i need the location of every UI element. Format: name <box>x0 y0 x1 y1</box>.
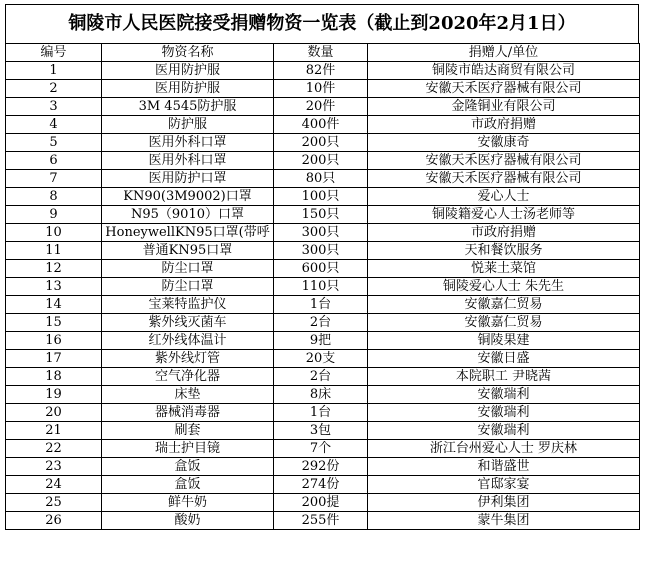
cell-id: 8 <box>6 188 102 206</box>
cell-item: HoneywellKN95口罩(带呼 <box>102 224 274 242</box>
cell-id: 14 <box>6 296 102 314</box>
cell-quantity: 1台 <box>274 404 368 422</box>
cell-id: 4 <box>6 116 102 134</box>
cell-id: 15 <box>6 314 102 332</box>
cell-donor: 本院职工 尹晓茜 <box>368 368 640 386</box>
cell-item: 红外线体温计 <box>102 332 274 350</box>
cell-donor: 铜陵果建 <box>368 332 640 350</box>
cell-donor: 铜陵爱心人士 朱先生 <box>368 278 640 296</box>
cell-donor: 安徽天禾医疗器械有限公司 <box>368 152 640 170</box>
cell-id: 17 <box>6 350 102 368</box>
cell-id: 23 <box>6 458 102 476</box>
cell-item: 普通KN95口罩 <box>102 242 274 260</box>
cell-quantity: 8床 <box>274 386 368 404</box>
header-id: 编号 <box>6 44 102 62</box>
table-row <box>6 80 640 98</box>
page-title: 铜陵市人民医院接受捐赠物资一览表（截止到2020年2月1日） <box>5 4 639 43</box>
table-row <box>6 404 640 422</box>
cell-item: 鲜牛奶 <box>102 494 274 512</box>
table-row <box>6 188 640 206</box>
cell-quantity: 300只 <box>274 242 368 260</box>
cell-id: 18 <box>6 368 102 386</box>
cell-quantity: 20支 <box>274 350 368 368</box>
table-row <box>6 422 640 440</box>
cell-item: 盒饭 <box>102 458 274 476</box>
table-row <box>6 386 640 404</box>
cell-item: 医用防护口罩 <box>102 170 274 188</box>
table-row <box>6 134 640 152</box>
cell-item: 3M 4545防护服 <box>102 98 274 116</box>
cell-item: 医用防护服 <box>102 80 274 98</box>
cell-id: 3 <box>6 98 102 116</box>
cell-quantity: 9把 <box>274 332 368 350</box>
cell-quantity: 110只 <box>274 278 368 296</box>
cell-id: 21 <box>6 422 102 440</box>
cell-id: 19 <box>6 386 102 404</box>
table-row <box>6 494 640 512</box>
cell-item: 防尘口罩 <box>102 278 274 296</box>
cell-quantity: 600只 <box>274 260 368 278</box>
cell-donor: 安徽康奇 <box>368 134 640 152</box>
table-row <box>6 458 640 476</box>
cell-donor: 安徽日盛 <box>368 350 640 368</box>
cell-item: 宝莱特监护仪 <box>102 296 274 314</box>
cell-quantity: 20件 <box>274 98 368 116</box>
cell-donor: 安徽嘉仁贸易 <box>368 314 640 332</box>
table-row <box>6 512 640 530</box>
cell-quantity: 1台 <box>274 296 368 314</box>
cell-item: N95（9010）口罩 <box>102 206 274 224</box>
cell-id: 6 <box>6 152 102 170</box>
cell-quantity: 100只 <box>274 188 368 206</box>
cell-donor: 浙江台州爱心人士 罗庆林 <box>368 440 640 458</box>
cell-donor: 和谐盛世 <box>368 458 640 476</box>
cell-quantity: 82件 <box>274 62 368 80</box>
table-row <box>6 224 640 242</box>
table-body <box>6 62 640 530</box>
table-row <box>6 332 640 350</box>
cell-item: 刷套 <box>102 422 274 440</box>
header-quantity: 数量 <box>274 44 368 62</box>
donation-sheet <box>5 4 639 530</box>
cell-quantity: 292份 <box>274 458 368 476</box>
cell-quantity: 2台 <box>274 314 368 332</box>
cell-donor: 官邸家宴 <box>368 476 640 494</box>
cell-donor: 安徽瑞利 <box>368 422 640 440</box>
cell-donor: 伊利集团 <box>368 494 640 512</box>
cell-id: 25 <box>6 494 102 512</box>
cell-donor: 安徽嘉仁贸易 <box>368 296 640 314</box>
cell-donor: 安徽瑞利 <box>368 386 640 404</box>
cell-id: 22 <box>6 440 102 458</box>
cell-item: 盒饭 <box>102 476 274 494</box>
cell-quantity: 200只 <box>274 134 368 152</box>
header-donor: 捐赠人/单位 <box>368 44 640 62</box>
cell-item: 防护服 <box>102 116 274 134</box>
table-row <box>6 152 640 170</box>
cell-item: 床垫 <box>102 386 274 404</box>
cell-id: 10 <box>6 224 102 242</box>
cell-item: KN90(3M9002)口罩 <box>102 188 274 206</box>
cell-id: 13 <box>6 278 102 296</box>
cell-id: 24 <box>6 476 102 494</box>
cell-donor: 安徽天禾医疗器械有限公司 <box>368 170 640 188</box>
cell-id: 26 <box>6 512 102 530</box>
cell-item: 瑞士护目镜 <box>102 440 274 458</box>
cell-quantity: 150只 <box>274 206 368 224</box>
cell-item: 防尘口罩 <box>102 260 274 278</box>
cell-donor: 悦莱土菜馆 <box>368 260 640 278</box>
cell-quantity: 3包 <box>274 422 368 440</box>
cell-donor: 天和餐饮服务 <box>368 242 640 260</box>
cell-item: 酸奶 <box>102 512 274 530</box>
cell-quantity: 274份 <box>274 476 368 494</box>
cell-donor: 金隆铜业有限公司 <box>368 98 640 116</box>
cell-id: 7 <box>6 170 102 188</box>
table-row <box>6 98 640 116</box>
cell-quantity: 300只 <box>274 224 368 242</box>
cell-donor: 安徽天禾医疗器械有限公司 <box>368 80 640 98</box>
cell-item: 紫外线灭菌车 <box>102 314 274 332</box>
cell-id: 2 <box>6 80 102 98</box>
table-row <box>6 62 640 80</box>
cell-id: 9 <box>6 206 102 224</box>
cell-donor: 蒙牛集团 <box>368 512 640 530</box>
cell-quantity: 200提 <box>274 494 368 512</box>
table-header-row <box>6 44 640 62</box>
cell-id: 12 <box>6 260 102 278</box>
cell-donor: 安徽瑞利 <box>368 404 640 422</box>
table-row <box>6 278 640 296</box>
cell-quantity: 80只 <box>274 170 368 188</box>
cell-item: 空气净化器 <box>102 368 274 386</box>
cell-id: 1 <box>6 62 102 80</box>
table-row <box>6 350 640 368</box>
cell-quantity: 10件 <box>274 80 368 98</box>
cell-item: 紫外线灯管 <box>102 350 274 368</box>
cell-donor: 铜陵籍爱心人士汤老师等 <box>368 206 640 224</box>
donation-table <box>5 43 640 530</box>
cell-quantity: 2台 <box>274 368 368 386</box>
table-row <box>6 170 640 188</box>
cell-id: 5 <box>6 134 102 152</box>
cell-quantity: 400件 <box>274 116 368 134</box>
table-row <box>6 368 640 386</box>
table-row <box>6 116 640 134</box>
cell-donor: 铜陵市皓达商贸有限公司 <box>368 62 640 80</box>
table-row <box>6 440 640 458</box>
table-row <box>6 476 640 494</box>
cell-item: 器械消毒器 <box>102 404 274 422</box>
table-row <box>6 314 640 332</box>
cell-item: 医用外科口罩 <box>102 152 274 170</box>
table-row <box>6 296 640 314</box>
cell-id: 16 <box>6 332 102 350</box>
table-row <box>6 206 640 224</box>
cell-id: 20 <box>6 404 102 422</box>
cell-item: 医用防护服 <box>102 62 274 80</box>
cell-quantity: 200只 <box>274 152 368 170</box>
cell-donor: 爱心人士 <box>368 188 640 206</box>
cell-id: 11 <box>6 242 102 260</box>
header-item: 物资名称 <box>102 44 274 62</box>
table-row <box>6 260 640 278</box>
cell-item: 医用外科口罩 <box>102 134 274 152</box>
cell-donor: 市政府捐赠 <box>368 224 640 242</box>
table-row <box>6 242 640 260</box>
cell-donor: 市政府捐赠 <box>368 116 640 134</box>
cell-quantity: 7个 <box>274 440 368 458</box>
cell-quantity: 255件 <box>274 512 368 530</box>
